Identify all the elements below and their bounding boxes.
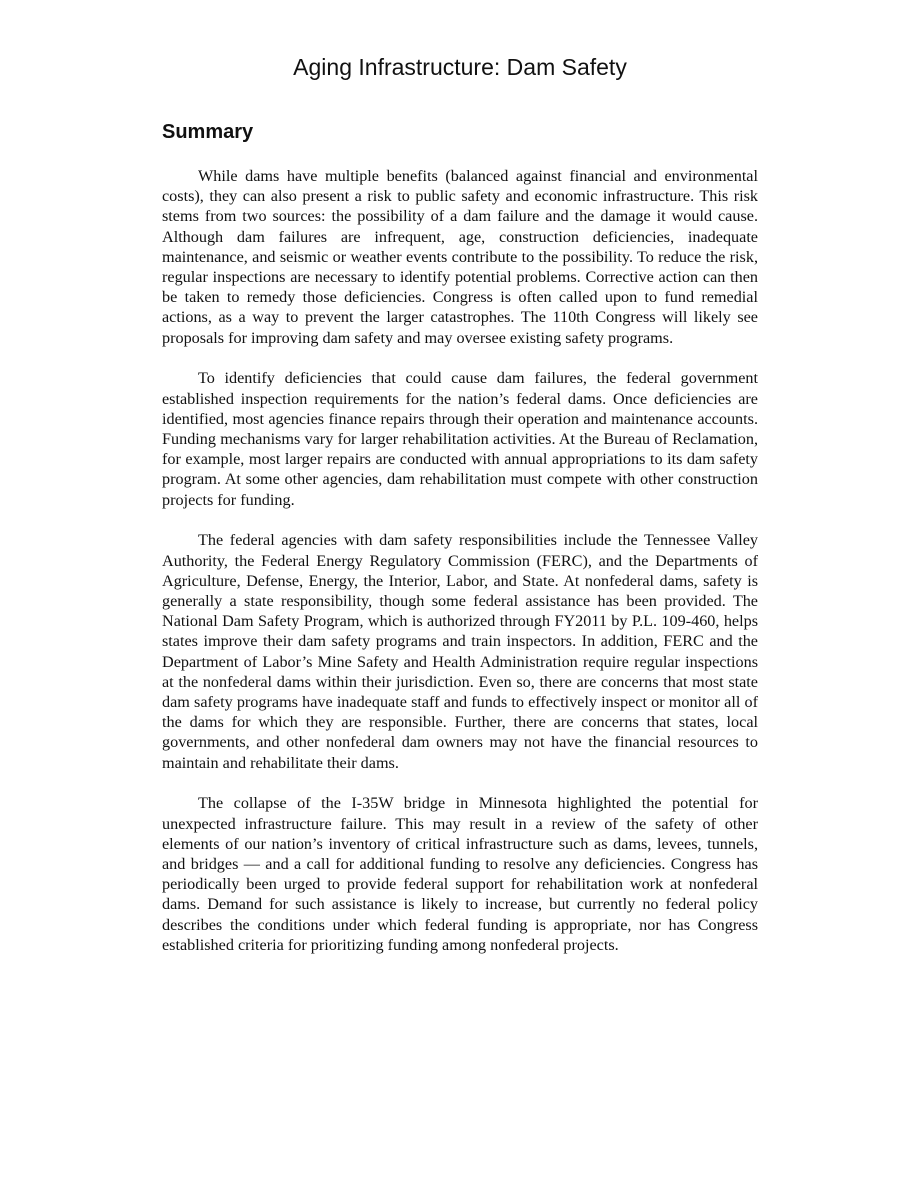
paragraph-federal-inspection: To identify deficiencies that could cause dam failures, the federal government established inspection requirements for the nation’s federal dams. Once deficiencies are identified, most agencies finance repairs through their operation and maintenance accounts. Funding mechanisms vary for larger rehabilitation activities. At the Bureau of Reclamation, for example, most larger repairs are conducted with annual appropriations to its dam safety program. At some other agencies, dam rehabilitation must compete with other construction projects for funding. [162,369,758,509]
document-title: Aging Infrastructure: Dam Safety [293,54,627,80]
paragraph-risk-overview: While dams have multiple benefits (balanced against financial and environmental costs), they can also present a risk to public safety and economic infrastructure. This risk stems from two sources: the possibility of a dam failure and the damage it would cause. Although dam failures are infrequent, age, construction deficiencies, inadequate maintenance, and seismic or weather events contribute to the possibility. To reduce the risk, regular inspections are necessary to identify potential problems. Corrective action can then be taken to remedy those deficiencies. Congress is often called upon to fund remedial actions, as a way to prevent the larger catastrophes. The 110th Congress will likely see proposals for improving dam safety and may oversee existing safety programs. [162,167,758,347]
section-heading-summary: Summary [162,121,254,143]
paragraph-agency-responsibilities: The federal agencies with dam safety responsibilities include the Tennessee Valley Authority, the Federal Energy Regulatory Commission (FERC), and the Departments of Agriculture, Defense, Energy, the Interior, Labor, and State. At nonfederal dams, safety is generally a state responsibility, though some federal assistance has been provided. The National Dam Safety Program, which is authorized through FY2011 by P.L. 109-460, helps states improve their dam safety programs and train inspectors. In addition, FERC and the Department of Labor’s Mine Safety and Health Administration require regular inspections at the nonfederal dams within their jurisdiction. Even so, there are concerns that most state dam safety programs have inadequate staff and funds to effectively inspect or monitor all of the dams for which they are responsible. Further, there are concerns that states, local governments, and other nonfederal dam owners may not have the financial resources to maintain and rehabilitate their dams. [162,531,758,772]
summary-body [162,166,758,976]
paragraph-bridge-collapse: The collapse of the I-35W bridge in Minnesota highlighted the potential for unexpected infrastructure failure. This may result in a review of the safety of other elements of our nation’s inventory of critical infrastructure such as dams, levees, tunnels, and bridges — and a call for additional funding to resolve any deficiencies. Congress has periodically been urged to provide federal support for rehabilitation work at nonfederal dams. Demand for such assistance is likely to increase, but currently no federal policy describes the conditions under which federal funding is appropriate, nor has Congress established criteria for prioritizing funding among nonfederal projects. [162,794,758,954]
